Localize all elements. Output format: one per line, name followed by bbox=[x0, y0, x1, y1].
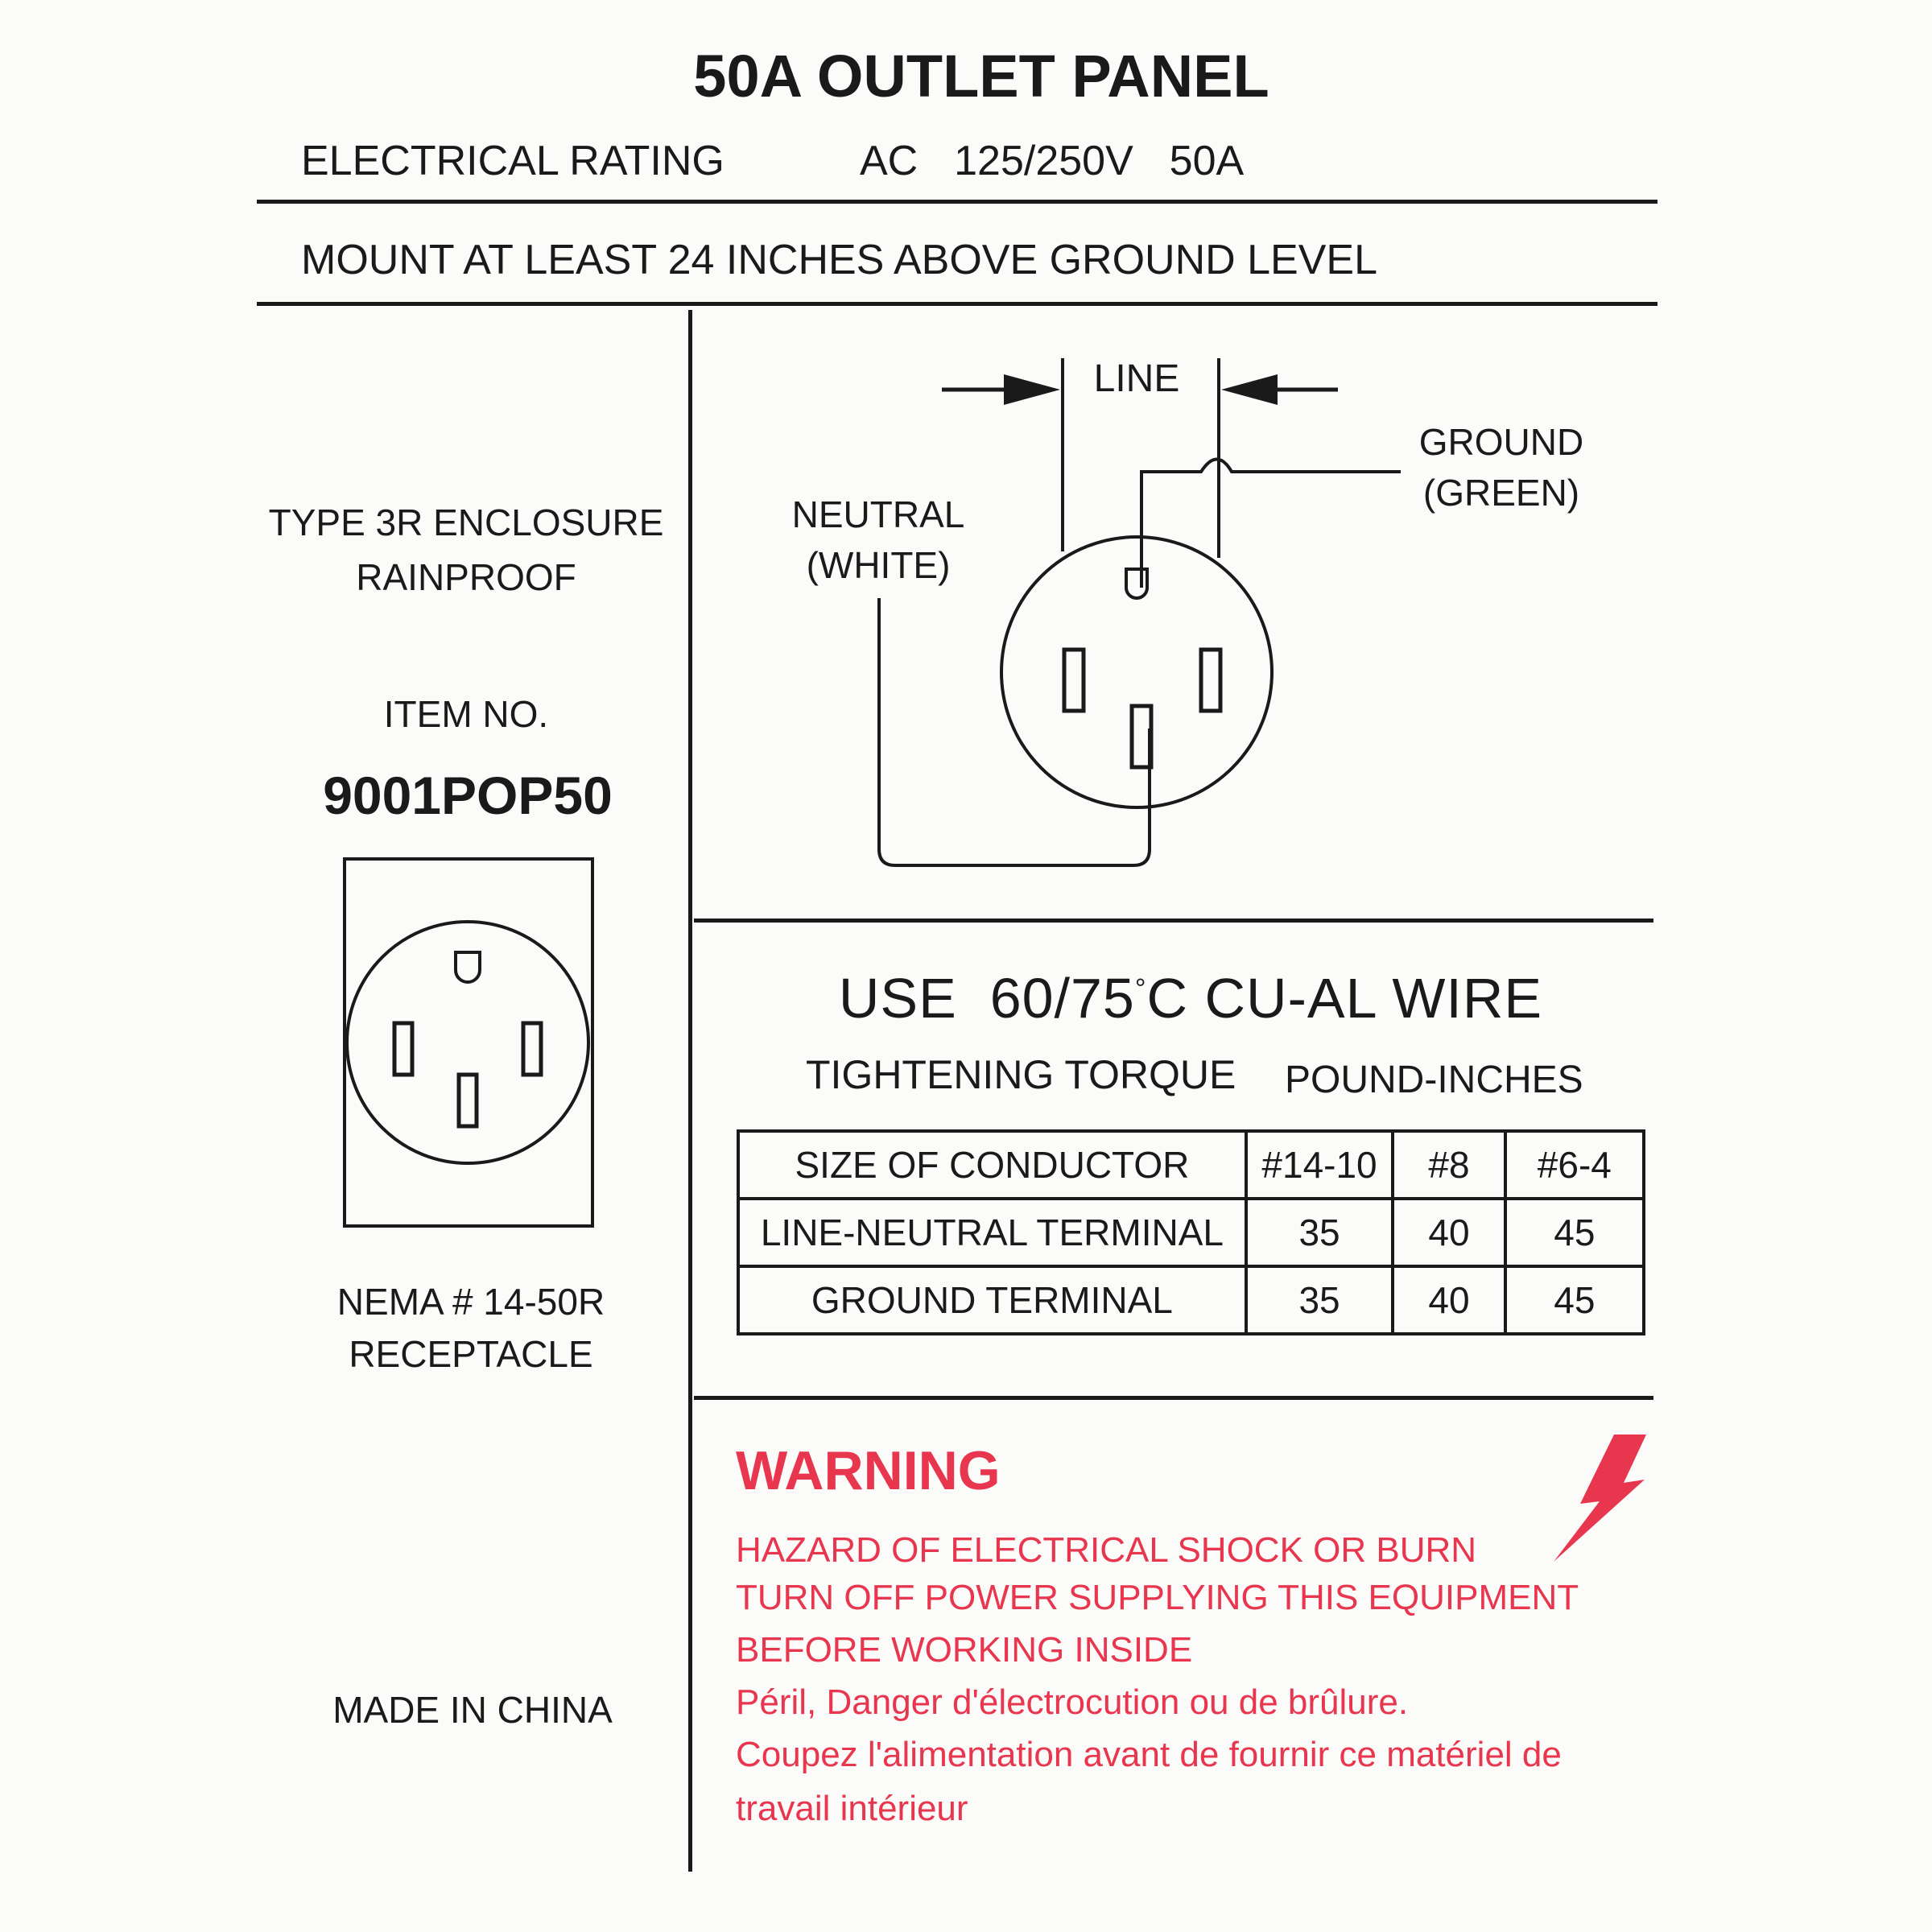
warning-title: WARNING bbox=[736, 1440, 1001, 1501]
table-header-row bbox=[738, 1131, 1644, 1199]
divider-diagram bbox=[694, 919, 1653, 923]
diagram-ground-slot bbox=[1126, 569, 1147, 598]
divider-torque bbox=[694, 1396, 1653, 1400]
header-14-10: #14-10 bbox=[1246, 1131, 1393, 1199]
ground-wire bbox=[1141, 460, 1401, 588]
warning-line-hazard: HAZARD OF ELECTRICAL SHOCK OR BURN bbox=[736, 1530, 1477, 1570]
item-number-label: ITEM NO. bbox=[383, 693, 549, 735]
column-divider bbox=[688, 310, 692, 1872]
made-in-label: MADE IN CHINA bbox=[332, 1689, 613, 1731]
receptacle-face-icon bbox=[343, 857, 594, 1228]
ground-color-label: (GREEN) bbox=[1422, 472, 1580, 514]
warning-line-fr-coupez: Coupez l'alimentation avant de fournir ce matériel de bbox=[736, 1735, 1562, 1774]
header-size-of-conductor: SIZE OF CONDUCTOR bbox=[738, 1131, 1246, 1199]
table-cell: 40 bbox=[1393, 1199, 1505, 1266]
header-8: #8 bbox=[1393, 1131, 1505, 1199]
wire-spec bbox=[839, 966, 1542, 1030]
neutral-label: NEUTRAL bbox=[791, 493, 965, 535]
electrical-rating-value: AC 125/250V 50A bbox=[860, 138, 1245, 184]
table-row bbox=[738, 1266, 1644, 1334]
ground-label: GROUND bbox=[1418, 421, 1584, 463]
divider-rating bbox=[257, 200, 1657, 204]
lightning-bolt-icon bbox=[1550, 1433, 1654, 1570]
header-6-4: #6-4 bbox=[1505, 1131, 1644, 1199]
line-slot-left bbox=[394, 1023, 412, 1075]
receptacle-label: RECEPTACLE bbox=[349, 1333, 593, 1375]
table-cell: 35 bbox=[1246, 1266, 1393, 1334]
line-arrow-left-head bbox=[1004, 374, 1060, 405]
diagram-line-slot-left bbox=[1064, 650, 1084, 711]
enclosure-rainproof: RAINPROOF bbox=[356, 556, 576, 598]
wire-spec-suffix: C CU-AL WIRE bbox=[1146, 967, 1543, 1030]
wire-spec-prefix: USE 60/75 bbox=[838, 967, 1135, 1030]
table-row bbox=[738, 1199, 1644, 1266]
neutral-slot bbox=[459, 1075, 477, 1126]
table-cell: 35 bbox=[1246, 1199, 1393, 1266]
row-label: LINE-NEUTRAL TERMINAL bbox=[738, 1199, 1246, 1266]
diagram-line-slot-right bbox=[1201, 650, 1220, 711]
table-cell: 40 bbox=[1393, 1266, 1505, 1334]
table-cell: 45 bbox=[1505, 1266, 1644, 1334]
warning-line-fr-travail: travail intérieur bbox=[736, 1789, 968, 1828]
electrical-rating-label: ELECTRICAL RATING bbox=[301, 138, 724, 184]
nema-type: NEMA # 14-50R bbox=[336, 1281, 605, 1323]
neutral-color-label: (WHITE) bbox=[806, 544, 951, 586]
torque-table bbox=[737, 1129, 1645, 1335]
warning-line-fr-peril: Péril, Danger d'électrocution ou de brûlure. bbox=[736, 1682, 1409, 1722]
line-arrow-right-head bbox=[1221, 374, 1278, 405]
torque-label: TIGHTENING TORQUE bbox=[806, 1052, 1236, 1097]
divider-mount bbox=[257, 302, 1657, 306]
item-number: 9001POP50 bbox=[323, 766, 613, 825]
ground-pin-slot bbox=[456, 952, 480, 982]
line-label: LINE bbox=[1093, 357, 1180, 400]
warning-line-turn-off: TURN OFF POWER SUPPLYING THIS EQUIPMENT bbox=[736, 1578, 1579, 1617]
row-label: GROUND TERMINAL bbox=[738, 1266, 1246, 1334]
degree-symbol: ° bbox=[1134, 973, 1147, 1005]
warning-line-before: BEFORE WORKING INSIDE bbox=[736, 1630, 1193, 1670]
line-slot-right bbox=[523, 1023, 541, 1075]
torque-unit: POUND-INCHES bbox=[1285, 1059, 1583, 1101]
enclosure-type: TYPE 3R ENCLOSURE bbox=[268, 502, 664, 543]
panel-title: 50A OUTLET PANEL bbox=[693, 43, 1269, 109]
table-cell: 45 bbox=[1505, 1199, 1644, 1266]
mount-note: MOUNT AT LEAST 24 INCHES ABOVE GROUND LEVEL bbox=[301, 237, 1378, 283]
